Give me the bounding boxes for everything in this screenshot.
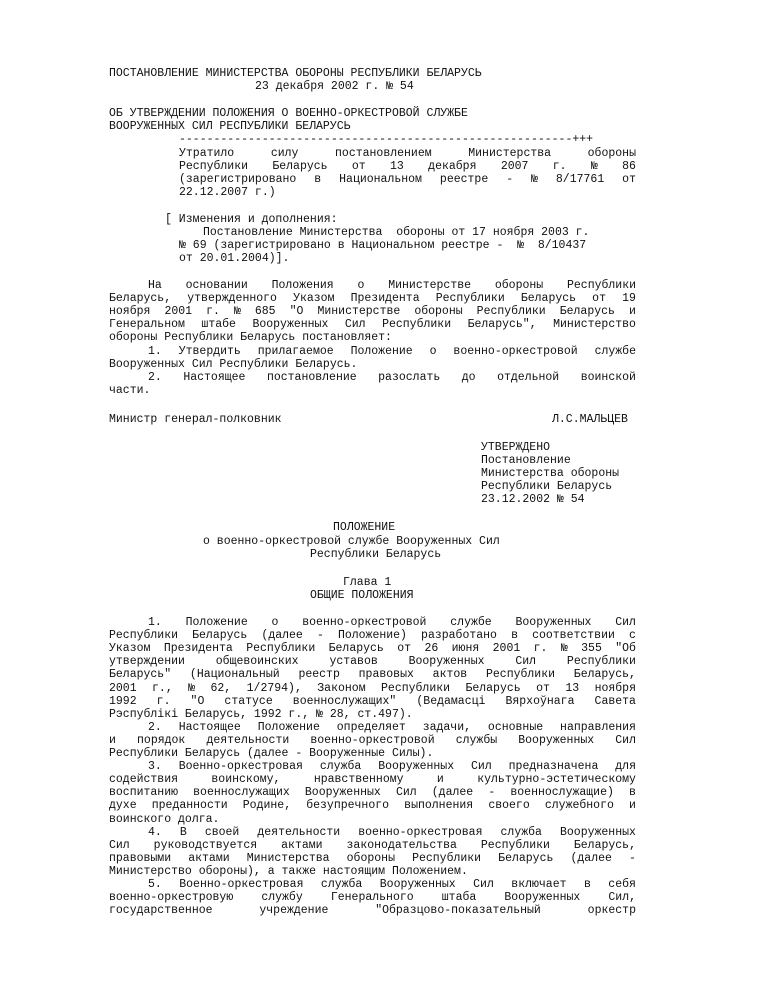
doc-date: 23 декабря 2002 г. № 54 (255, 80, 414, 93)
word: Положение (257, 720, 320, 734)
word: безупречного (306, 799, 390, 813)
body-line (109, 891, 636, 904)
word: военно-оркестровой (302, 616, 427, 629)
word: декабря (428, 160, 477, 173)
body-line (109, 695, 636, 708)
body-line (109, 668, 636, 681)
word: в (583, 878, 591, 891)
word: законодательства (346, 838, 457, 852)
word: содействия (109, 773, 179, 787)
word: Вярхоўнага (505, 694, 575, 708)
word: статусе (224, 694, 273, 708)
word: Сил (615, 733, 636, 747)
body-line (109, 734, 636, 747)
word: № (233, 305, 241, 319)
body-line: воинского долга. (109, 812, 220, 826)
word: о (271, 616, 279, 629)
regulation-title: ПОЛОЖЕНИЕ (333, 521, 396, 534)
word: общевоинских (215, 655, 299, 669)
word: соответствии (532, 629, 615, 643)
body-line (148, 721, 636, 734)
word: служба (319, 760, 362, 774)
changes-header: [ Изменения и дополнения: (165, 213, 338, 226)
word: Положение) (337, 629, 407, 643)
word: Республики (435, 292, 505, 306)
word: Сил (109, 838, 130, 852)
word: "Образцово-показательный (375, 904, 541, 918)
word: в (629, 786, 636, 800)
word: - (506, 173, 514, 186)
word: и (628, 305, 636, 319)
word: обороны (587, 147, 636, 160)
word: г. (156, 694, 171, 708)
word: воспитанию (109, 786, 179, 800)
body-line (109, 839, 636, 852)
word: Министерстве (317, 305, 401, 319)
word: от (351, 160, 366, 173)
word: Президента (350, 292, 420, 306)
changes-line: Постановление Министерства обороны от 17 ноября 2003 г. (203, 226, 590, 239)
word: Беларусь" (109, 668, 172, 682)
word: оркестр (587, 904, 636, 918)
repeal-note (179, 160, 636, 173)
word: Сил (344, 318, 366, 332)
word: Вооруженных (378, 760, 455, 774)
word: Беларусь, (109, 292, 172, 306)
body-line: Министерство обороны), а также настоящим Положением. (109, 864, 468, 878)
word: Утратило (179, 147, 235, 160)
word: "О (190, 694, 205, 708)
word: учреждение (259, 904, 329, 918)
word: для (615, 760, 636, 774)
approval-line: 23.12.2002 № 54 (481, 493, 585, 507)
word: Указом (293, 292, 335, 306)
word: предназначена (508, 760, 599, 774)
preamble-line (109, 292, 636, 305)
word: штабе (201, 318, 236, 332)
word: культурно-эстетическому (477, 773, 636, 787)
word: № (531, 173, 538, 186)
word: Республики (179, 160, 249, 173)
word: Генеральном (109, 318, 185, 332)
word: Вооруженных (518, 733, 595, 747)
word: (далее (431, 786, 474, 800)
word: Родине, (242, 799, 292, 813)
word: обороны (414, 305, 463, 319)
preamble-line: части. (109, 383, 151, 397)
word: основании (185, 279, 248, 292)
word: 2001 (109, 681, 137, 695)
word: основные (487, 720, 544, 734)
word: утверждении (109, 655, 185, 669)
word: 2007 (500, 160, 529, 173)
word: нравственному (313, 773, 404, 787)
preamble-line (109, 305, 636, 318)
word: На (148, 279, 162, 292)
word: своего (488, 799, 530, 813)
body-line (109, 799, 636, 812)
word: Президента (163, 642, 233, 656)
word: выполнения (404, 799, 474, 813)
word: Республики (566, 279, 636, 292)
body-line (109, 786, 636, 799)
word: Указом (109, 642, 151, 656)
word: 1. (148, 344, 162, 358)
word: военно-оркестровую (109, 891, 234, 905)
word: от (397, 642, 412, 656)
word: воинской (580, 370, 636, 384)
word: № (188, 681, 196, 695)
body-line: Республики Беларусь (далее - Вооруженные Силы). (109, 747, 434, 760)
word: уставов (329, 655, 378, 669)
word: включает (511, 878, 567, 891)
word: Сил (515, 655, 537, 669)
word: реестр (298, 668, 340, 682)
word: ноября (109, 305, 151, 319)
word: направления (560, 720, 636, 734)
word: Республики (381, 681, 451, 695)
word: военно-оркестровая (358, 825, 483, 839)
word: в (314, 173, 322, 186)
word: Министерстве (388, 279, 472, 292)
approval-line: Постановление (481, 454, 571, 468)
word: - (488, 786, 496, 800)
word: июня (451, 642, 480, 656)
word: 1992 (109, 694, 137, 708)
word: Беларусь (520, 292, 577, 306)
word: Сил, (608, 891, 636, 905)
word: до (461, 370, 476, 384)
word: 355 (581, 642, 602, 656)
word: Республики (382, 318, 452, 332)
word: определяет (336, 720, 406, 734)
word: 2001 (492, 642, 521, 656)
body-line (109, 904, 636, 917)
word: государственное (109, 904, 213, 918)
word: 2. (148, 370, 162, 384)
word: воинскому, (211, 773, 281, 787)
word: 26 (424, 642, 439, 656)
word: Республики (566, 655, 636, 669)
word: "Об (615, 642, 636, 656)
body-line (109, 682, 636, 695)
body-line (109, 629, 636, 642)
word: (зарегистрировано (179, 173, 297, 186)
word: Вооруженных (379, 878, 456, 891)
word: Савета (594, 694, 636, 708)
word: Сил (473, 878, 494, 891)
word: 1. (148, 616, 162, 629)
word: штаба (441, 891, 477, 905)
preamble-line (148, 371, 636, 384)
word: 2001 (164, 305, 193, 319)
word: Беларусь (465, 681, 521, 695)
word: обороны (346, 851, 395, 865)
word: Генерального (330, 891, 414, 905)
word: разослать (378, 370, 441, 384)
preamble-line (148, 345, 636, 358)
word: Настоящее (178, 720, 241, 734)
word: военнослужащих" (292, 694, 397, 708)
word: правовых (358, 668, 414, 682)
word: Республики (480, 838, 550, 852)
changes-line: от 20.01.2004)]. (179, 252, 290, 265)
signature-name: Л.С.МАЛЬЦЕВ (552, 413, 628, 426)
approval-line: Министерства обороны (481, 467, 620, 481)
word: порядок (137, 733, 186, 747)
body-line (109, 852, 636, 865)
word: Республики (109, 629, 179, 643)
word: - (316, 629, 324, 643)
word: 86 (622, 160, 636, 173)
word: прилагаемое (257, 344, 334, 358)
word: утвержденного (187, 292, 277, 306)
word: - (629, 851, 636, 865)
word: служба (320, 878, 363, 891)
preamble-line (109, 318, 636, 331)
word: (далее (570, 851, 612, 865)
word: Вооруженных (304, 786, 381, 800)
word: Министерство (553, 318, 636, 332)
word: 685 (254, 305, 276, 319)
word: 4. (148, 825, 162, 839)
word: В (179, 825, 187, 839)
body-line (148, 878, 636, 891)
word: Министерства (246, 851, 330, 865)
word: о (357, 279, 365, 292)
word: Сил (615, 616, 636, 629)
word: с (628, 629, 636, 643)
preamble-line (148, 279, 636, 292)
word: (Национальный (189, 668, 280, 682)
body-line (148, 826, 636, 839)
word: Законом (317, 681, 366, 695)
word: и (109, 733, 116, 747)
word: 2. (148, 720, 162, 734)
word: деятельности (206, 733, 290, 747)
word: силу (270, 147, 299, 160)
word: правовыми (109, 851, 172, 865)
word: службу (261, 891, 303, 905)
word: Положения (271, 279, 334, 292)
word: и (436, 773, 444, 787)
word: Вооруженных (515, 616, 592, 629)
word: 5. (148, 878, 162, 891)
word: разработано (421, 629, 497, 643)
word: деятельности (257, 825, 341, 839)
word: служебного (544, 799, 614, 813)
word: служба (500, 825, 542, 839)
signature-position: Министр генерал-полковник (109, 413, 282, 426)
word: 8/17761 (555, 173, 605, 186)
chapter-number: Глава 1 (343, 576, 392, 589)
word: от (622, 173, 636, 186)
word: Беларусь (272, 160, 328, 173)
word: Республики (485, 668, 555, 682)
word: задачи, (422, 720, 472, 734)
word: Вооруженных (504, 891, 581, 905)
word: Положение (350, 344, 413, 358)
word: Беларусь", (467, 318, 537, 332)
doc-title: ПОСТАНОВЛЕНИЕ МИНИСТЕРСТВА ОБОРОНЫ РЕСПУБЛИКИ БЕЛАРУСЬ (109, 67, 482, 80)
word: Беларусь (328, 642, 384, 656)
body-line (109, 655, 636, 668)
word: службе (450, 616, 492, 629)
word: отдельной (497, 370, 560, 384)
repeal-note (179, 147, 636, 160)
word: Положение (185, 616, 248, 629)
word: военнослужащие) (510, 786, 614, 800)
doc-subject: ВООРУЖЕННЫХ СИЛ РЕСПУБЛИКИ БЕЛАРУСЬ (109, 120, 351, 133)
regulation-title: Республики Беларусь (310, 548, 442, 561)
word: Военно-оркестровая (178, 760, 303, 774)
word: Военно-оркестровая (179, 878, 304, 891)
body-line (148, 760, 636, 773)
word: Вооруженных (252, 318, 329, 332)
body-line: Рэспублікі Беларусь, 1992 г., № 28, ст.497). (109, 707, 413, 721)
divider-line: ---------------------------------------------------------+++ (179, 133, 594, 146)
word: 3. (148, 760, 162, 774)
word: Вооруженных (408, 655, 485, 669)
word: Беларусь (498, 851, 554, 865)
word: о (429, 344, 437, 358)
word: г. (552, 160, 567, 173)
word: (далее (261, 629, 303, 643)
regulation-title: о военно-оркестровой службе Вооруженных Сил (203, 535, 500, 548)
word: своей (204, 825, 240, 839)
word: г., (152, 681, 173, 695)
word: г. (533, 642, 548, 656)
body-line (148, 616, 636, 629)
word: духе (109, 799, 137, 813)
word: Национальном (339, 173, 422, 186)
word: Сил (471, 760, 492, 774)
word: службе (594, 344, 636, 358)
word: 13 (565, 681, 580, 695)
word: обороны (494, 279, 544, 292)
word: от (536, 681, 550, 695)
word: от (592, 292, 606, 306)
word: 13 (390, 160, 404, 173)
word: руководствуется (153, 838, 258, 852)
word: актов (432, 668, 468, 682)
word: 1/2794), (246, 681, 302, 695)
word: постановление (266, 370, 357, 384)
word: № (560, 642, 568, 656)
preamble-line: Вооруженных Сил Республики Беларусь. (109, 357, 358, 371)
word: военнослужащих (193, 786, 290, 800)
word: преданности (151, 799, 228, 813)
word: Республики (246, 642, 316, 656)
repeal-note: 22.12.2007 г.) (179, 186, 276, 199)
word: Министерства (468, 147, 552, 160)
word: Настоящее (183, 370, 246, 384)
changes-line: № 69 (зарегистрировано в Национальном реестре - № 8/10437 (179, 239, 587, 252)
word: Беларусь, (573, 838, 636, 852)
word: и (629, 799, 636, 813)
word: военно-оркестровой (310, 733, 435, 747)
word: Утвердить (178, 344, 241, 358)
body-line (109, 642, 636, 655)
word: себя (608, 878, 636, 891)
word: постановлением (335, 147, 432, 160)
body-line (109, 773, 636, 786)
doc-subject: ОБ УТВЕРЖДЕНИИ ПОЛОЖЕНИЯ О ВОЕННО-ОРКЕСТРОВОЙ СЛУЖБЕ (109, 107, 468, 120)
word: Сил (395, 786, 417, 800)
approval-line: УТВЕРЖДЕНО (481, 441, 551, 454)
word: (Ведамасці (416, 694, 486, 708)
word: № (590, 160, 598, 173)
word: Республики (476, 305, 546, 319)
word: Беларусь (192, 629, 248, 643)
word: в (511, 629, 518, 643)
word: 62, (210, 681, 232, 695)
preamble-line: обороны Республики Беларусь постановляет: (109, 331, 392, 345)
word: 19 (622, 292, 636, 306)
word: г. (206, 305, 220, 319)
chapter-title: ОБЩИЕ ПОЛОЖЕНИЯ (310, 589, 414, 602)
word: реестре (439, 173, 489, 186)
repeal-note (179, 173, 636, 186)
word: актами (188, 851, 230, 865)
word: Беларусь, (573, 668, 636, 682)
word: военно-оркестровой (453, 344, 578, 358)
word: Вооруженных (560, 825, 636, 839)
word: актами (281, 838, 323, 852)
word: ноября (594, 681, 636, 695)
word: "О (289, 305, 304, 319)
approval-line: Республики Беларусь (481, 480, 613, 494)
word: службы (455, 733, 498, 747)
word: Беларусь (559, 305, 615, 319)
word: Республики (412, 851, 482, 865)
